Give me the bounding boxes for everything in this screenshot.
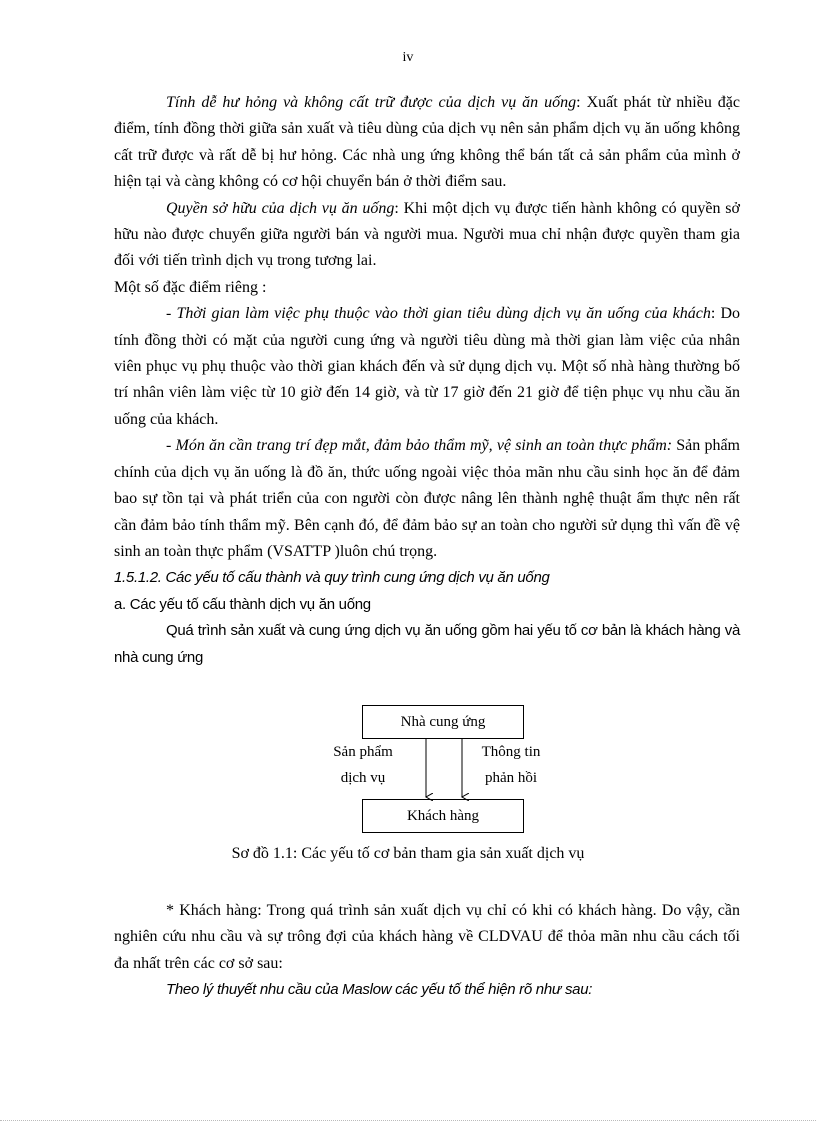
paragraph-title: Tính dễ hư hỏng và không cất trữ được của dịch vụ ăn uống <box>166 94 577 111</box>
product-label-line2: dịch vụ <box>340 770 386 786</box>
product-label-line1: Sản phẩm <box>333 744 393 760</box>
paragraph-components: Quá trình sản xuất và cung ứng dịch vụ ăn uống gồm hai yếu tố cơ bản là khách hàng và nhà cung ứng <box>114 622 740 666</box>
supplier-box: Nhà cung ứng <box>362 705 524 739</box>
paragraph-text: : Xuất phát từ nhiều đặc điểm, tính đồng thời giữa sản xuất và tiêu dùng của dịch vụ nên sản phẩm dịch vụ ăn uống không cất trữ được và rất dễ bị hư hỏng. Các nhà ung ứng không thể bán tất cả sản phẩm của mình ở hiện tại và càng không có cơ hội chuyển bán ở thời điểm sau. <box>114 94 741 191</box>
paragraph-perishability <box>114 90 740 196</box>
body-text <box>114 90 740 671</box>
paragraph-maslow: Theo lý thuyết nhu cầu của Maslow các yếu tố thể hiện rõ như sau: <box>166 981 593 999</box>
paragraph-title: - Thời gian làm việc phụ thuộc vào thời gian tiêu dùng dịch vụ ăn uống của khách <box>166 305 711 323</box>
paragraph-working-time <box>114 301 740 433</box>
body-text-continued <box>114 898 740 1004</box>
feedback-label-line2: phản hồi <box>484 770 538 786</box>
customer-box: Khách hàng <box>362 799 524 833</box>
paragraph-food-presentation <box>114 433 740 565</box>
subsection-heading: a. Các yếu tố cấu thành dịch vụ ăn uống <box>114 595 371 613</box>
feedback-label-line1: Thông tin <box>481 744 541 760</box>
page-footer-rule <box>0 1120 816 1121</box>
paragraph-ownership <box>114 196 740 275</box>
paragraph-features-intro: Một số đặc điểm riêng : <box>114 278 267 296</box>
paragraph-text: : Do tính đồng thời có mặt của người cung ứng và người tiêu dùng mà thời gian làm việc của nhân viên phục vụ phụ thuộc vào thời gian khách đến và sử dụng dịch vụ. Một số nhà hàng thường bố trí nhân viên làm việc từ 10 giờ đến 14 giờ, và từ 17 giờ đến 21 giờ để tiện phục vụ nhu cầu ăn uống của khách. <box>114 305 741 428</box>
paragraph-title: - Món ăn cần trang trí đẹp mắt, đảm bảo thẩm mỹ, vệ sinh an toàn thực phẩm: <box>166 437 673 455</box>
paragraph-customer: * Khách hàng: Trong quá trình sản xuất dịch vụ chỉ có khi có khách hàng. Do vậy, cần nghiên cứu nhu cầu và sự trông đợi của khách hàng về CLDVAU để thỏa mãn nhu cầu cách tối đa nhất trên các cơ sở sau: <box>114 902 740 972</box>
paragraph-text: : Khi một dịch vụ được tiến hành không có quyền sở hữu nào được chuyển giữa người bán và người mua. Người mua chỉ nhận được quyền tham gia đối với tiến trình dịch vụ trong tương lai. <box>114 199 740 270</box>
paragraph-title: Quyền sở hữu của dịch vụ ăn uống <box>166 199 395 217</box>
diagram-caption: Sơ đồ 1.1: Các yếu tố cơ bản tham gia sản xuất dịch vụ <box>231 845 585 862</box>
page-number: iv <box>402 50 414 65</box>
section-heading: 1.5.1.2. Các yếu tố cấu thành và quy trình cung ứng dịch vụ ăn uống <box>114 569 550 587</box>
paragraph-text: Sản phẩm chính của dịch vụ ăn uống là đồ ăn, thức uống ngoài việc thỏa mãn nhu cầu sinh học ăn để đảm bao sự tồn tại và phát triển của con người còn được nâng lên thành nghệ thuật ẩm thực nên rất cần đảm bảo tính thẩm mỹ. Bên cạnh đó, để đảm bảo sự an toàn cho người sử dụng thì vấn đề vệ sinh an toàn thực phẩm (VSATTP )luôn chú trọng. <box>114 437 740 560</box>
